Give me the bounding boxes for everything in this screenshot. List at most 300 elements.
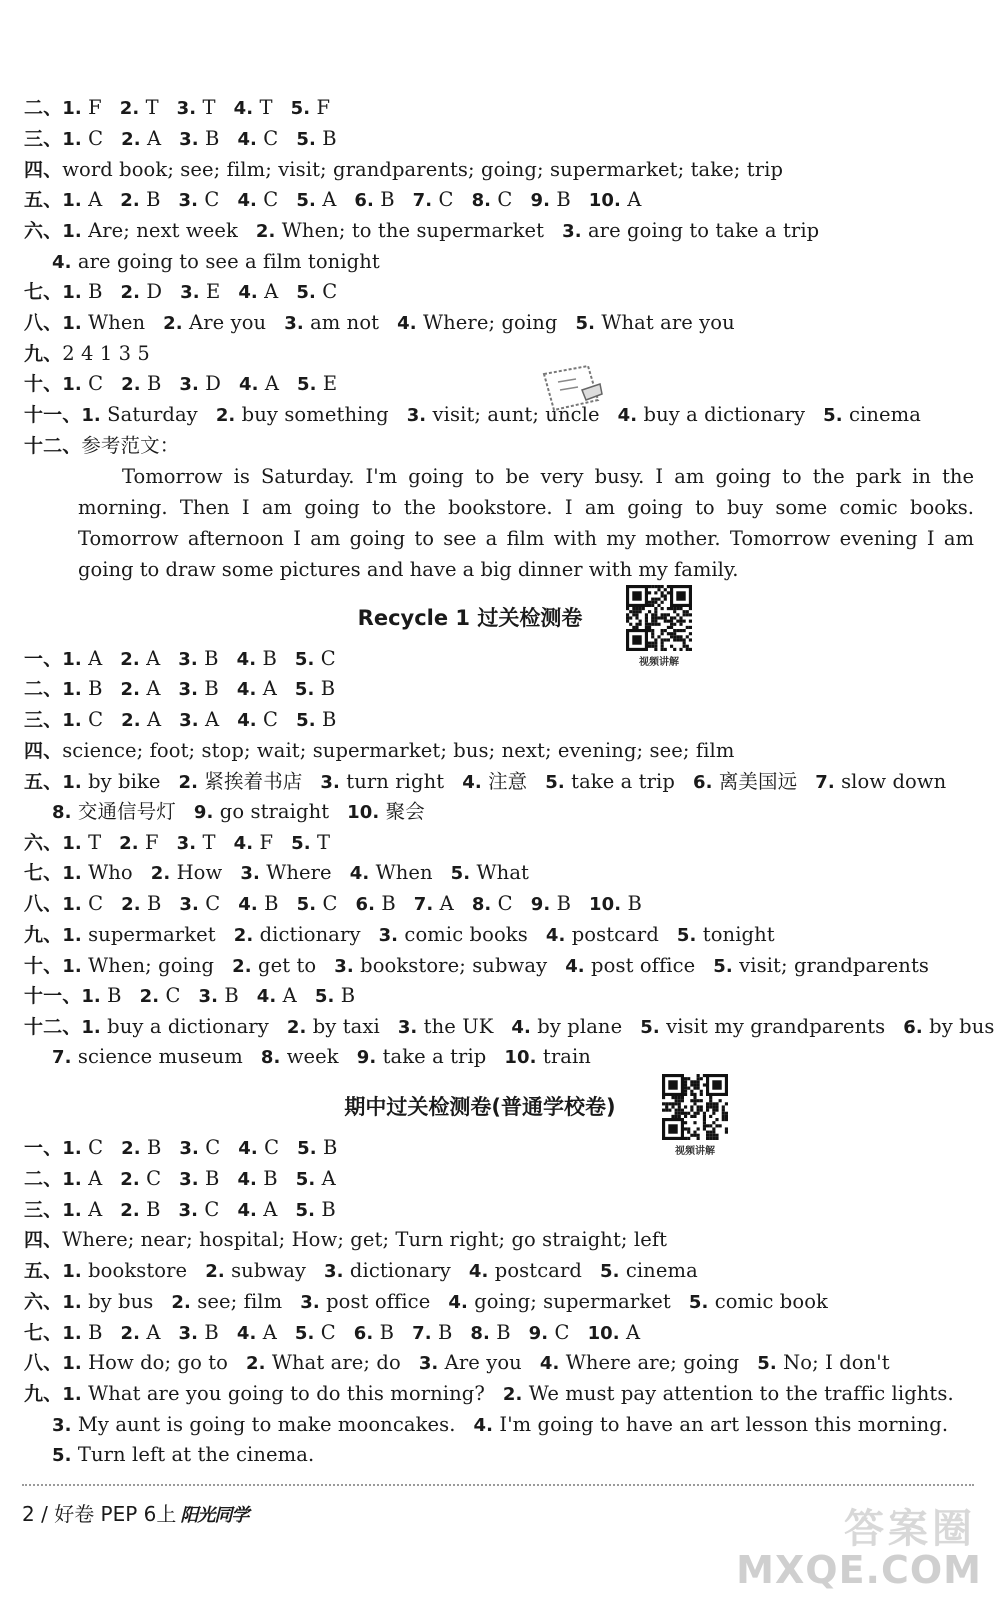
item-number: 1. (62, 1200, 82, 1221)
section-heading: Recycle 1 过关检测卷 (357, 606, 583, 630)
footer-divider (22, 1484, 974, 1486)
answer-line (52, 1410, 948, 1440)
item-number: 4. (539, 1353, 560, 1374)
answer-item: 10. train (504, 1045, 591, 1068)
answer-line (24, 431, 179, 461)
item-number: 5. (575, 313, 596, 334)
item-number: 2. (120, 1169, 140, 1190)
answer-item: 3. post office (300, 1290, 431, 1313)
item-number: 3. (240, 863, 260, 884)
answer-line (24, 93, 330, 123)
section-number: 四、 (24, 1229, 63, 1251)
item-number: 2. (121, 374, 141, 395)
item-number: 1. (62, 956, 82, 977)
answer-item: 8. 交通信号灯 (52, 800, 176, 823)
answer-item: 4. postcard (545, 923, 659, 946)
answer-item: 3. B (179, 127, 220, 150)
section-number: 二、 (24, 678, 63, 700)
answer-item: 1. supermarket (62, 923, 216, 946)
answer-item: 3. C (179, 892, 221, 915)
item-number: 1. (81, 405, 101, 426)
answer-line (24, 1379, 954, 1409)
answer-line (24, 369, 337, 399)
answer-item: 2. We must pay attention to the traffic lights. (502, 1382, 954, 1405)
item-number: 3. (176, 98, 197, 119)
item-number: 2. (502, 1384, 523, 1405)
answer-item: 3. C (178, 1198, 220, 1221)
item-number: 2. (233, 925, 254, 946)
item-number: 5. (599, 1261, 620, 1282)
section-number: 五、 (24, 771, 63, 793)
item-number: 7. (52, 1047, 72, 1068)
answer-text: science; foot; stop; wait; supermarket; bus; next; evening; see; film (62, 739, 735, 762)
item-number: 3. (179, 129, 199, 150)
answer-item: 4. A (238, 280, 279, 303)
item-number: 10. (347, 802, 380, 823)
answer-item: 1. C (62, 1136, 104, 1159)
item-number: 5. (291, 833, 311, 854)
section-number: 五、 (24, 1260, 63, 1282)
answer-line (52, 1440, 314, 1470)
item-number: 3. (320, 772, 340, 793)
section-number: 六、 (24, 220, 63, 242)
item-number: 9. (193, 802, 214, 823)
section-number: 七、 (24, 862, 63, 884)
item-number: 5. (688, 1292, 709, 1313)
section-number: 七、 (24, 1322, 63, 1344)
answer-item: 4. C (238, 1136, 280, 1159)
answer-line (52, 247, 380, 277)
item-number: 4. (236, 1323, 257, 1344)
section-number: 一、 (24, 1137, 63, 1159)
answer-item: 6. B (353, 1321, 395, 1344)
answer-item: 5. E (297, 372, 338, 395)
answer-item: 1. C (62, 892, 104, 915)
item-number: 3. (180, 282, 200, 303)
answer-item: 6. by bus (903, 1015, 995, 1038)
item-number: 1. (81, 986, 101, 1007)
answer-item: 3. Are you (418, 1351, 522, 1374)
answer-item: 4. A (236, 677, 277, 700)
answer-item: 4. When (349, 861, 433, 884)
answer-item: 5. take a trip (545, 770, 675, 793)
page-number: 2 (22, 1502, 35, 1526)
section-number: 九、 (24, 343, 63, 365)
answer-item: 4. I'm going to have an art lesson this morning. (473, 1413, 949, 1436)
answer-item: 8. B (470, 1321, 511, 1344)
item-number: 7. (412, 1323, 432, 1344)
item-number: 2. (121, 129, 141, 150)
section-number: 九、 (24, 924, 63, 946)
answer-item: 1. C (62, 127, 104, 150)
item-number: 2. (246, 1353, 266, 1374)
item-number: 3. (179, 1138, 199, 1159)
answer-item: 4. A (239, 372, 280, 395)
answer-item: 2. A (121, 708, 162, 731)
item-number: 2. (255, 221, 276, 242)
item-number: 4. (237, 1169, 257, 1190)
answer-item: 3. B (178, 677, 219, 700)
answer-line (24, 1318, 640, 1348)
item-number: 5. (296, 894, 317, 915)
answer-item: 3. C (179, 1136, 221, 1159)
answer-item: 2. A (120, 1321, 161, 1344)
item-number: 4. (52, 252, 72, 273)
section-number: 五、 (24, 189, 63, 211)
section-number: 八、 (24, 1352, 63, 1374)
answer-item: 5. visit; grandparents (713, 954, 930, 977)
answer-line (24, 767, 946, 797)
answer-item: 1. Are; next week (62, 219, 238, 242)
item-number: 1. (62, 1353, 82, 1374)
answer-item: 1. B (62, 1321, 103, 1344)
item-number: 2. (163, 313, 183, 334)
qr-code[interactable] (624, 585, 694, 668)
answer-line (24, 858, 529, 888)
answer-item: 4. A (237, 1198, 278, 1221)
answer-line (24, 1164, 336, 1194)
answer-item: 5. Turn left at the cinema. (52, 1443, 315, 1466)
item-number: 1. (62, 649, 82, 670)
answer-item: 2. buy something (215, 403, 389, 426)
qr-code-icon (626, 585, 692, 651)
item-number: 3. (397, 1017, 418, 1038)
answer-text: Where; near; hospital; How; get; Turn right; go straight; left (62, 1228, 668, 1251)
item-number: 4. (565, 956, 585, 977)
section-number: 八、 (24, 312, 63, 334)
item-number: 1. (62, 863, 82, 884)
answer-item: 3. am not (284, 311, 380, 334)
section-number: 九、 (24, 1383, 63, 1405)
answer-item: 3. bookstore; subway (334, 954, 548, 977)
answer-item: 1. A (62, 647, 103, 670)
item-number: 5. (676, 925, 697, 946)
answer-item: 4. B (238, 892, 279, 915)
section-number: 十、 (24, 955, 63, 977)
item-number: 6. (354, 190, 374, 211)
answer-item: 2. B (121, 892, 162, 915)
item-number: 2. (120, 1323, 141, 1344)
answer-item: 5. comic book (688, 1290, 828, 1313)
item-number: 4. (238, 894, 258, 915)
item-number: 5. (297, 374, 317, 395)
answer-item: 1. When; going (62, 954, 215, 977)
answer-item: 4. T (233, 96, 273, 119)
item-number: 1. (62, 129, 82, 150)
answer-item: 3. are going to take a trip (562, 219, 820, 242)
answer-item: 5. What (450, 861, 529, 884)
answer-item: 7. B (412, 1321, 453, 1344)
answer-item: 10. A (588, 188, 642, 211)
answer-item: 4. postcard (468, 1259, 582, 1282)
item-number: 4. (233, 833, 254, 854)
answer-item: 5. No; I don't (757, 1351, 890, 1374)
section-number: 六、 (24, 1291, 63, 1313)
footer-separator: / (41, 1502, 48, 1526)
answer-item: 2. B (120, 188, 161, 211)
answer-item: 3. comic books (378, 923, 528, 946)
item-number: 2. (232, 956, 252, 977)
item-number: 5. (296, 129, 316, 150)
answer-line (24, 1348, 890, 1378)
item-number: 9. (528, 1323, 549, 1344)
answer-line (52, 797, 425, 827)
item-number: 1. (62, 1261, 82, 1282)
item-number: 2. (205, 1261, 225, 1282)
answer-item: 4. buy a dictionary (617, 403, 806, 426)
answer-item: 2. dictionary (233, 923, 361, 946)
item-number: 4. (237, 129, 257, 150)
answer-line (52, 1042, 591, 1072)
answer-item: 4. by plane (511, 1015, 623, 1038)
item-number: 9. (356, 1047, 377, 1068)
item-number: 2. (119, 98, 140, 119)
answer-item: 5. cinema (823, 403, 921, 426)
item-number: 4. (233, 98, 254, 119)
answer-item: 2. by taxi (286, 1015, 380, 1038)
answer-item: 1. Who (62, 861, 133, 884)
item-number: 4. (511, 1017, 531, 1038)
answer-line (24, 674, 335, 704)
item-number: 2. (121, 710, 141, 731)
answer-item: 1. Saturday (81, 403, 198, 426)
item-number: 5. (295, 1200, 316, 1221)
answer-item: 4. 注意 (462, 770, 528, 793)
section-number: 三、 (24, 128, 63, 150)
item-number: 3. (179, 374, 199, 395)
answer-line (24, 277, 337, 307)
answer-item: 9. B (530, 892, 571, 915)
item-number: 5. (823, 405, 843, 426)
item-number: 3. (178, 649, 198, 670)
item-number: 3. (334, 956, 354, 977)
section-number: 十、 (24, 373, 63, 395)
item-number: 4. (236, 679, 257, 700)
answer-item: 2. see; film (171, 1290, 283, 1313)
item-number: 3. (300, 1292, 320, 1313)
item-number: 4. (237, 710, 257, 731)
answer-item: 2. F (119, 831, 159, 854)
watermark-url: MXQE.COM (736, 1548, 982, 1592)
item-number: 2. (139, 986, 160, 1007)
answer-item: 1. by bike (62, 770, 161, 793)
answer-item: 8. week (260, 1045, 339, 1068)
page-footer (22, 1496, 248, 1532)
item-number: 8. (471, 894, 492, 915)
item-number: 5. (296, 190, 316, 211)
answer-item: 10. B (589, 892, 642, 915)
item-number: 1. (62, 190, 82, 211)
item-number: 5. (545, 772, 565, 793)
answer-item: 2. A (121, 127, 162, 150)
item-number: 2. (171, 1292, 191, 1313)
answer-item: 5. B (314, 984, 356, 1007)
answer-item: 2. C (120, 1167, 162, 1190)
item-number: 3. (406, 405, 427, 426)
answer-line (24, 155, 783, 185)
answer-item: 6. B (355, 892, 396, 915)
answer-item: 3. B (179, 1167, 220, 1190)
answer-item: 9. take a trip (356, 1045, 487, 1068)
section-number: 十一、 (24, 985, 82, 1007)
answer-line (24, 124, 337, 154)
item-number: 5. (296, 282, 316, 303)
item-number: 5. (294, 679, 315, 700)
answer-line (24, 736, 734, 766)
answer-item: 3. B (178, 1321, 219, 1344)
answer-item: 3. C (178, 188, 220, 211)
answer-item: 1. bookstore (62, 1259, 188, 1282)
section-number: 三、 (24, 1199, 63, 1221)
item-number: 5. (640, 1017, 660, 1038)
section-number: 十一、 (24, 404, 82, 426)
answer-item: 1. T (62, 831, 102, 854)
answer-item: 5. C (294, 1321, 336, 1344)
item-number: 5. (294, 1323, 315, 1344)
answer-item: 3. visit; aunt; uncle (406, 403, 600, 426)
answer-item: 1. A (62, 188, 103, 211)
item-number: 5. (295, 1169, 316, 1190)
answer-item: 10. 聚会 (347, 800, 425, 823)
item-number: 4. (617, 405, 638, 426)
answer-item: 3. dictionary (324, 1259, 451, 1282)
item-number: 1. (62, 1384, 82, 1405)
answer-item: 4. are going to see a film tonight (52, 250, 380, 273)
item-number: 2. (120, 649, 140, 670)
answer-item: 5. C (296, 892, 338, 915)
answer-item: 4. post office (565, 954, 696, 977)
item-number: 8. (470, 1323, 490, 1344)
item-number: 3. (324, 1261, 344, 1282)
answer-line (24, 1287, 828, 1317)
item-number: 7. (412, 190, 433, 211)
item-number: 3. (178, 1200, 199, 1221)
item-number: 1. (81, 1017, 101, 1038)
section-number: 八、 (24, 893, 63, 915)
section-heading: 期中过关检测卷(普通学校卷) (344, 1095, 616, 1119)
answer-item: 8. C (471, 892, 513, 915)
answer-item: 5. B (296, 127, 337, 150)
answer-item: 2. A (120, 647, 161, 670)
answer-item: 5. What are you (575, 311, 735, 334)
section-number: 十二、 (24, 435, 82, 457)
answer-item: 3. B (198, 984, 239, 1007)
item-number: 9. (530, 190, 551, 211)
answer-item: 2. Are you (163, 311, 267, 334)
answer-item: 4. Where; going (397, 311, 558, 334)
answer-line (24, 1225, 667, 1255)
answer-item: 4. C (237, 188, 279, 211)
item-number: 7. (413, 894, 434, 915)
qr-code-icon (662, 1074, 728, 1140)
section-number: 七、 (24, 281, 63, 303)
item-number: 2. (120, 1200, 140, 1221)
answer-line (24, 400, 921, 430)
answer-item: 1. C (62, 372, 104, 395)
item-number: 1. (62, 1323, 82, 1344)
answer-item: 5. cinema (599, 1259, 698, 1282)
answer-item: 5. B (296, 708, 337, 731)
answer-item: 1. A (62, 1198, 103, 1221)
answer-item: 4. A (236, 1321, 277, 1344)
item-number: 1. (62, 98, 82, 119)
section-number: 二、 (24, 1168, 63, 1190)
item-number: 3. (198, 986, 219, 1007)
answer-item: 3. T (176, 831, 216, 854)
answer-item: 5. A (295, 1167, 336, 1190)
answer-item: 2. B (121, 1136, 162, 1159)
brand-logo: 阳光同学 (180, 1505, 249, 1526)
answer-item: 9. C (528, 1321, 570, 1344)
item-number: 4. (545, 925, 566, 946)
item-number: 1. (62, 833, 82, 854)
answer-line (24, 1256, 698, 1286)
item-number: 4. (462, 772, 482, 793)
item-number: 5. (297, 1138, 317, 1159)
answer-item: 4. C (237, 127, 279, 150)
answer-item: 5. B (294, 677, 336, 700)
answer-item: 1. How do; go to (62, 1351, 228, 1374)
item-number: 1. (62, 710, 82, 731)
answer-item: 9. go straight (193, 800, 330, 823)
answer-item: 4. A (256, 984, 297, 1007)
item-number: 10. (588, 190, 621, 211)
item-number: 2. (120, 190, 140, 211)
answer-item: 5. A (296, 188, 337, 211)
item-number: 4. (397, 313, 417, 334)
answer-item: 5. C (294, 647, 336, 670)
item-number: 10. (587, 1323, 620, 1344)
item-number: 2. (119, 833, 139, 854)
answer-item: 2. C (139, 984, 181, 1007)
qr-label: 视频讲解 (675, 1146, 715, 1157)
item-number: 5. (450, 863, 471, 884)
answer-item: 5. C (296, 280, 338, 303)
item-number: 4. (448, 1292, 468, 1313)
item-number: 8. (260, 1047, 281, 1068)
item-number: 1. (62, 282, 82, 303)
answer-item: 1. by bus (62, 1290, 154, 1313)
answer-item: 2. B (120, 1198, 161, 1221)
item-number: 4. (237, 190, 257, 211)
item-number: 5. (294, 649, 315, 670)
item-number: 4. (468, 1261, 489, 1282)
answer-item: 5. T (291, 831, 331, 854)
answer-item: 2. When; to the supermarket (255, 219, 545, 242)
answer-line (24, 705, 336, 735)
item-number: 3. (562, 221, 582, 242)
answer-item: 2. 紧挨着书店 (178, 770, 303, 793)
qr-code[interactable] (660, 1074, 730, 1157)
item-number: 9. (530, 894, 551, 915)
answer-item: 2. A (120, 677, 161, 700)
answer-item: 9. B (530, 188, 571, 211)
answer-item: 5. tonight (676, 923, 775, 946)
item-number: 3. (378, 925, 399, 946)
item-number: 4. (349, 863, 370, 884)
answer-item: 6. 离美国远 (692, 770, 798, 793)
answer-item: 5. B (295, 1198, 336, 1221)
item-number: 5. (314, 986, 335, 1007)
item-number: 6. (692, 772, 713, 793)
item-number: 2. (121, 1138, 141, 1159)
item-number: 3. (178, 679, 199, 700)
answer-item: 7. C (412, 188, 454, 211)
answer-item: 3. D (179, 372, 221, 395)
answer-item: 8. C (471, 188, 513, 211)
answer-line (24, 644, 336, 674)
answer-item: 3. B (178, 647, 219, 670)
